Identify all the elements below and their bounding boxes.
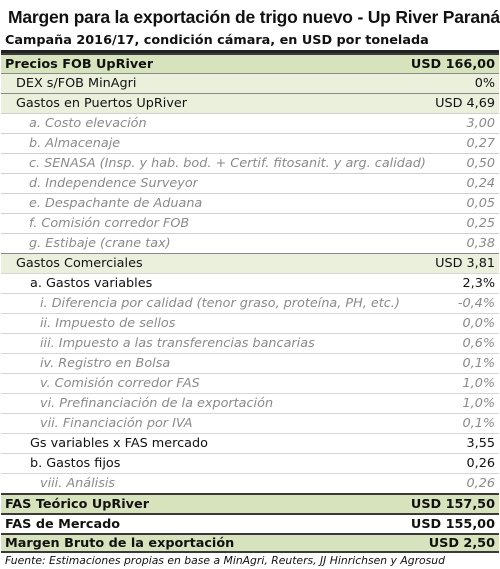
row-fas-teorico: [1, 493, 499, 513]
row-margen-bruto: [1, 533, 499, 553]
row-diferencia-calidad: [1, 293, 499, 313]
row-independence-surveyor: [1, 173, 499, 193]
row-value: 3,55: [466, 436, 495, 451]
row-estibaje: [1, 233, 499, 253]
row-value: USD 166,00: [410, 56, 495, 72]
row-label: a. Costo elevación: [29, 116, 147, 131]
row-label: iii. Impuesto a las transferencias bancarias: [40, 336, 315, 351]
row-value: 0,0%: [462, 316, 495, 331]
page-subtitle: Campaña 2016/17, condición cámara, en USD por tonelada: [1, 34, 499, 53]
row-value: USD 155,00: [410, 516, 495, 532]
row-costo-elevacion: [1, 113, 499, 133]
row-value: 0%: [474, 76, 495, 91]
row-prefinanciacion: [1, 393, 499, 413]
row-financiacion-iva: [1, 413, 499, 433]
row-gastos-variables: [1, 273, 499, 293]
row-gs-variables-fas: [1, 433, 499, 453]
page-title: Margen para la exportación de trigo nuevo - Up River Paraná: [8, 7, 500, 27]
row-value: 0,6%: [462, 336, 495, 351]
row-value: 2,3%: [462, 276, 495, 291]
row-value: 0,27: [466, 136, 495, 151]
row-value: 0,26: [466, 456, 495, 471]
row-label: b. Almacenaje: [29, 136, 121, 151]
row-label: FAS de Mercado: [5, 516, 121, 532]
row-label: Gs variables x FAS mercado: [30, 436, 208, 451]
row-gastos-comerciales: [1, 253, 499, 273]
row-value: 1,0%: [462, 396, 495, 411]
row-value: 0,38: [466, 236, 495, 251]
row-label: FAS Teórico UpRiver: [5, 496, 150, 512]
row-value: 0,25: [466, 216, 495, 231]
row-label: d. Independence Surveyor: [29, 176, 198, 191]
row-value: USD 157,50: [410, 496, 495, 512]
row-senasa: [1, 153, 499, 173]
row-impuesto-transferencias: [1, 333, 499, 353]
row-fas-mercado: [1, 513, 499, 533]
row-label: iv. Registro en Bolsa: [40, 356, 171, 371]
row-label: DEX s/FOB MinAgri: [16, 76, 137, 91]
row-impuesto-sellos: [1, 313, 499, 333]
source-note: Fuente: Estimaciones propias en base a MinAgri, Reuters, JJ Hinrichsen y Agrosud: [5, 554, 445, 567]
row-comision-fas: [1, 373, 499, 393]
row-comision-fob: [1, 213, 499, 233]
row-registro-bolsa: [1, 353, 499, 373]
row-value: 0,05: [466, 196, 495, 211]
row-value: USD 2,50: [428, 535, 495, 551]
row-value: 3,00: [466, 116, 495, 131]
row-value: USD 4,69: [435, 96, 495, 111]
row-label: Precios FOB UpRiver: [5, 56, 154, 72]
row-dex: [1, 73, 499, 93]
row-value: 0,50: [466, 156, 495, 171]
row-label: vii. Financiación por IVA: [40, 416, 193, 431]
row-value: 0,24: [466, 176, 495, 191]
row-value: -0,4%: [457, 296, 495, 311]
row-value: 0,1%: [462, 416, 495, 431]
row-label: c. SENASA (Insp. y hab. bod. + Certif. fitosanit. y arg. calidad): [29, 156, 426, 171]
row-precios-fob: [1, 53, 499, 73]
row-value: 0,1%: [462, 356, 495, 371]
row-label: v. Comisión corredor FAS: [40, 376, 200, 391]
row-label: a. Gastos variables: [30, 276, 153, 291]
row-despachante: [1, 193, 499, 213]
row-label: viii. Análisis: [40, 476, 116, 491]
row-label: Margen Bruto de la exportación: [5, 535, 235, 551]
row-label: ii. Impuesto de sellos: [40, 316, 176, 331]
row-label: g. Estibaje (crane tax): [29, 236, 171, 251]
row-value: 0,26: [466, 476, 495, 491]
row-label: f. Comisión corredor FOB: [29, 216, 190, 231]
row-gastos-puertos: [1, 93, 499, 113]
row-label: i. Diferencia por calidad (tenor graso, proteína, PH, etc.): [40, 296, 400, 311]
row-label: vi. Prefinanciación de la exportación: [40, 396, 274, 411]
row-label: Gastos Comerciales: [16, 256, 143, 271]
row-analisis: [1, 473, 499, 493]
row-label: e. Despachante de Aduana: [29, 196, 203, 211]
row-value: 1,0%: [462, 376, 495, 391]
row-gastos-fijos: [1, 453, 499, 473]
row-label: b. Gastos fijos: [30, 456, 121, 471]
row-value: USD 3,81: [435, 256, 495, 271]
row-label: Gastos en Puertos UpRiver: [16, 96, 188, 111]
row-almacenaje: [1, 133, 499, 153]
